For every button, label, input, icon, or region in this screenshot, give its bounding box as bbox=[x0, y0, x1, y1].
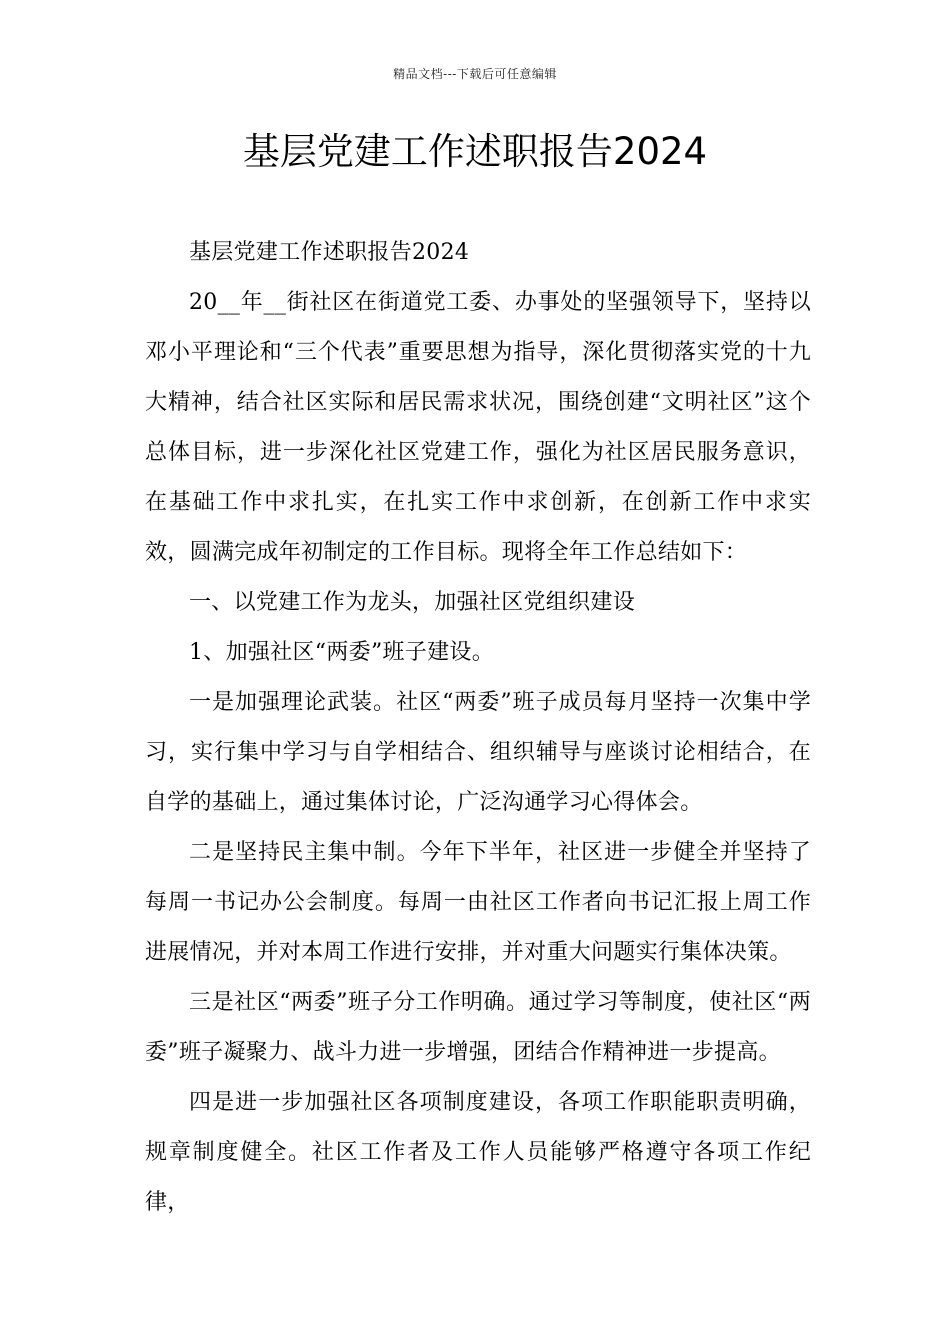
paragraph-subtitle: 基层党建工作述职报告2024 bbox=[189, 240, 470, 265]
document-body bbox=[145, 228, 811, 1228]
header-note: 精品文档---下载后可任意编辑 bbox=[393, 67, 557, 81]
paragraph-point-two: 二是坚持民主集中制。今年下半年，社区进一步健全并坚持了每周一书记办公会制度。每周一由社区工作者向书记汇报上周工作进展情况，并对本周工作进行安排，并对重大问题实行集体决策。 bbox=[145, 840, 811, 965]
paragraph-section-heading: 一、以党建工作为龙头，加强社区党组织建设 bbox=[189, 590, 636, 615]
document-title: 基层党建工作述职报告2024 bbox=[242, 130, 708, 173]
paragraph-intro: 20__年__街社区在街道党工委、办事处的坚强领导下，坚持以邓小平理论和“三个代表”重要思想为指导，深化贯彻落实党的十九大精神，结合社区实际和居民需求状况，围绕创建“文明社区”这个总体目标，进一步深化社区党建工作，强化为社区居民服务意识，在基础工作中求扎实，在扎实工作中求创新，在创新工作中求实效，圆满完成年初制定的工作目标。现将全年工作总结如下： bbox=[145, 290, 811, 565]
paragraph-point-four: 四是进一步加强社区各项制度建设，各项工作职能职责明确，规章制度健全。社区工作者及工作人员能够严格遵守各项工作纪律， bbox=[145, 1090, 811, 1215]
paragraph-point-one: 一是加强理论武装。社区“两委”班子成员每月坚持一次集中学习，实行集中学习与自学相结合、组织辅导与座谈讨论相结合，在自学的基础上，通过集体讨论，广泛沟通学习心得体会。 bbox=[145, 690, 811, 815]
paragraph-point-three: 三是社区“两委”班子分工作明确。通过学习等制度，使社区“两委”班子凝聚力、战斗力进一步增强，团结合作精神进一步提高。 bbox=[145, 990, 811, 1065]
paragraph-subsection-heading: 1、加强社区“两委”班子建设。 bbox=[189, 640, 494, 665]
